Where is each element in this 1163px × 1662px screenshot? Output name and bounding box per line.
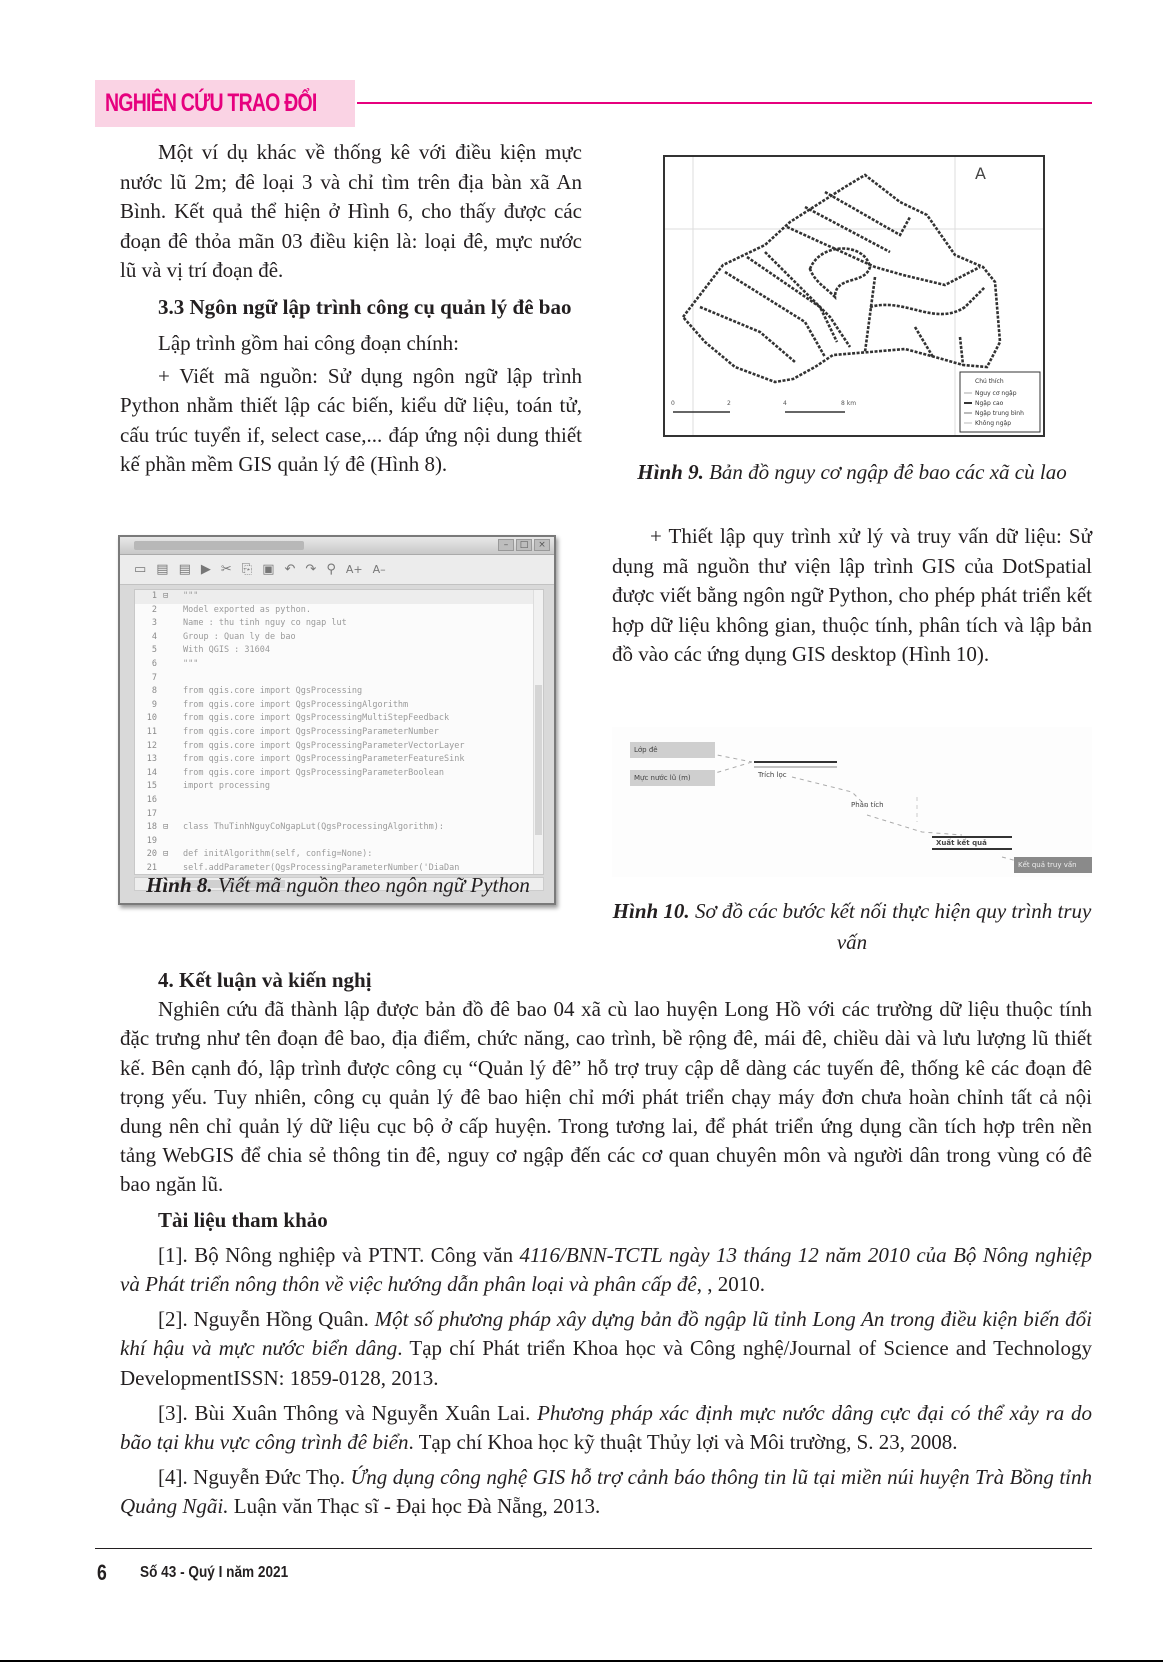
figure-10-diagram <box>612 727 1092 877</box>
editor-title-bar <box>120 537 554 555</box>
reference-item: [4]. Nguyễn Đức Thọ. Ứng dụng công nghệ GIS hỗ trợ cảnh báo thông tin lũ tại miền núi huyện Trà Bồng tỉnh Quảng Ngãi. Luận văn Thạc sĩ - Đại học Đà Nẵng, 2013. <box>120 1465 1092 1519</box>
code-line: 10 from qgis.core import QgsProcessingMultiStepFeedback <box>146 713 450 724</box>
reference-item: [2]. Nguyễn Hồng Quân. Một số phương pháp xây dựng bản đồ ngập lũ tỉnh Long An trong điều kiện biến đổi khí hậu và mực nước biển dâng. Tạp chí Phát triển Khoa học và Công nghệ/Journal of Science and Technology DevelopmentISSN: 1859-0128, 2013. <box>120 1307 1092 1390</box>
search-icon[interactable]: ⚲ <box>326 562 336 577</box>
left-column <box>120 138 582 480</box>
code-line: 21 self.addParameter(QgsProcessingParameterNumber('DiaDan <box>146 862 460 873</box>
figure-10-caption: Hình 10. Sơ đồ các bước kết nối thực hiện quy trình truy vấn <box>612 899 1092 954</box>
section-header-band <box>95 80 355 127</box>
references-heading: Tài liệu tham khảo <box>158 1207 328 1232</box>
code-line: 11 from qgis.core import QgsProcessingParameterNumber <box>146 726 439 737</box>
flood-risk-map-graphic <box>665 157 1043 435</box>
code-line: 16 <box>146 794 157 805</box>
save-icon[interactable]: ▤ <box>156 562 169 577</box>
code-line: 20 ⊟ def initAlgorithm(self, config=None): <box>146 849 373 860</box>
section-title: NGHIÊN CỨU TRAO ĐỔI <box>105 89 317 117</box>
conclusion-section <box>120 966 1092 1522</box>
svg-text:8 km: 8 km <box>841 400 857 407</box>
code-line: 4 Group : Quan ly de bao <box>151 631 296 642</box>
paragraph: Lập trình gồm hai công đoạn chính: <box>158 331 459 355</box>
window-title <box>134 541 304 550</box>
paragraph: + Thiết lập quy trình xử lý và truy vấn dữ liệu: Sử dụng mã nguồn thư viện lập trình GIS của DotSpatial được viết bằng ngôn ngữ Python, cho phép phát triển kết hợp dữ liệu không gian, thuộc tính, phân tích và lập bản đồ vào các ứng dụng GIS desktop (Hình 10). <box>612 524 1092 666</box>
code-line: 13 from qgis.core import QgsProcessingParameterFeatureSink <box>146 754 465 765</box>
process-node: Xuất kết quả <box>936 839 987 847</box>
redo-icon[interactable]: ↷ <box>305 562 317 577</box>
code-line: 18 ⊟ class ThuTinhNguyCoNgapLut(QgsProcessingAlgorithm): <box>146 822 444 833</box>
svg-text:Chú thích: Chú thích <box>975 378 1004 385</box>
section-heading: 4. Kết luận và kiến nghị <box>158 968 372 992</box>
figure-9-map <box>663 155 1045 437</box>
issue-label: Số 43 - Quý I năm 2021 <box>140 1564 289 1581</box>
output-node: Kết quả truy vấn <box>1014 857 1092 873</box>
font-decrease-button[interactable]: A– <box>372 563 386 576</box>
vertical-scrollbar[interactable] <box>533 590 543 874</box>
svg-text:4: 4 <box>783 400 787 407</box>
code-line: 2 Model exported as python. <box>151 604 311 615</box>
code-line: 19 <box>146 835 157 846</box>
process-node: Trích lọc <box>758 771 787 779</box>
section-heading: 3.3 Ngôn ngữ lập trình công cụ quản lý đê bao <box>158 294 572 319</box>
open-icon[interactable]: ▭ <box>134 562 147 577</box>
footer-rule <box>95 1548 1092 1549</box>
figure-9-caption: Hình 9. Bản đồ nguy cơ ngập đê bao các xã cù lao <box>637 460 1067 484</box>
cut-icon[interactable]: ✂ <box>220 562 232 577</box>
close-button[interactable]: × <box>534 539 550 551</box>
undo-icon[interactable]: ↶ <box>284 562 296 577</box>
svg-text:Ngập trung bình: Ngập trung bình <box>975 410 1024 417</box>
code-line: 6 """ <box>151 658 199 669</box>
header-rule <box>357 102 1092 104</box>
process-node: Phân tích <box>851 801 884 809</box>
svg-text:2: 2 <box>727 400 731 407</box>
scale-bar <box>671 400 856 412</box>
save-as-icon[interactable]: ▤ <box>178 562 191 577</box>
figure-8-code-editor <box>118 535 556 905</box>
paste-icon[interactable]: ▣ <box>262 562 275 577</box>
code-line: 3 Name : thu tinh nguy co ngap lut <box>151 618 347 629</box>
svg-text:Ngập cao: Ngập cao <box>975 400 1004 407</box>
paragraph: Nghiên cứu đã thành lập được bản đồ đê bao 04 xã cù lao huyện Long Hồ với các trường dữ liệu thuộc tính đặc trưng như tên đoạn đê bao, địa điểm, chức năng, cao trình, bề rộng đê, mái đê, chiều dài và lưu lượng lũ thiết kế. Bên cạnh đó, lập trình được công cụ “Quản lý đê” hỗ trợ truy cập dễ dàng các tuyến đê, thống kê các đoạn đê trọng yếu. Tuy nhiên, công cụ quản lý đê bao hiện chỉ mới phát triển chạy máy đơn chưa hoàn chỉnh tất cả nội dung nên chỉ quản lý dữ liệu cục bộ ở cấp huyện. Trong tương lai, để phát triển ứng dụng cần tích hợp trên nền tảng WebGIS để chia sẻ thông tin đê, nguy cơ ngập đến các cơ quan chuyên môn và người dân trong vùng có đê bao ngăn lũ. <box>120 997 1092 1197</box>
input-node: Mực nước lũ (m) <box>630 770 715 786</box>
run-icon[interactable]: ▶ <box>200 562 211 577</box>
code-line: 1 ⊟ """ <box>135 590 543 604</box>
svg-text:Nguy cơ ngập: Nguy cơ ngập <box>975 390 1017 397</box>
copy-icon[interactable]: ⎘ <box>241 562 253 577</box>
code-line: 5 With QGIS : 31604 <box>151 645 270 656</box>
font-increase-button[interactable]: A+ <box>345 563 363 576</box>
reference-item: [3]. Bùi Xuân Thông và Nguyễn Xuân Lai. Phương pháp xác định mực nước dâng cực đại có thể xảy ra do bão tại khu vực công trình đê biển. Tạp chí Khoa học kỹ thuật Thủy lợi và Môi trường, S. 23, 2008. <box>120 1400 1092 1455</box>
code-line: 12 from qgis.core import QgsProcessingParameterVectorLayer <box>146 740 465 751</box>
code-line: 8 from qgis.core import QgsProcessing <box>151 686 363 697</box>
code-line: 17 <box>146 808 157 819</box>
svg-text:0: 0 <box>671 400 675 407</box>
code-line: 15 import processing <box>146 781 270 792</box>
maximize-button[interactable]: □ <box>516 539 532 551</box>
paragraph: Một ví dụ khác về thống kê với điều kiện mực nước lũ 2m; đê loại 3 và chỉ tìm trên địa bàn xã An Bình. Kết quả thể hiện ở Hình 6, cho thấy được các đoạn đê thỏa mãn 03 điều kiện là: loại đê, mực nước lũ và vị trí đoạn đê. <box>120 140 582 282</box>
code-line: 14 from qgis.core import QgsProcessingParameterBoolean <box>146 767 444 778</box>
code-line: 9 from qgis.core import QgsProcessingAlgorithm <box>151 699 409 710</box>
svg-text:A: A <box>975 164 986 183</box>
right-column <box>612 522 1092 670</box>
svg-text:Không ngập: Không ngập <box>975 420 1012 427</box>
map-legend <box>960 372 1040 432</box>
code-line: 7 <box>151 672 157 683</box>
minimize-button[interactable]: – <box>498 539 514 551</box>
input-node: Lớp đê <box>630 742 715 758</box>
editor-toolbar <box>120 555 554 585</box>
page-number: 6 <box>97 1560 107 1585</box>
figure-8-caption: Hình 8. Viết mã nguồn theo ngôn ngữ Python <box>146 873 530 897</box>
code-text-area[interactable] <box>134 589 544 875</box>
reference-item: [1]. Bộ Nông nghiệp và PTNT. Công văn 4116/BNN-TCTL ngày 13 tháng 12 năm 2010 của Bộ Nông nghiệp và Phát triển nông thôn về việc hướng dẫn phân loại và phân cấp đê, , 2010. <box>120 1242 1092 1297</box>
paragraph: + Viết mã nguồn: Sử dụng ngôn ngữ lập trình Python nhằm thiết lập các biến, kiểu dữ liệu, toán tử, cấu trúc tuyển if, select case,... đáp ứng nội dung thiết kế phần mềm GIS quản lý đê (Hình 8). <box>120 363 582 476</box>
